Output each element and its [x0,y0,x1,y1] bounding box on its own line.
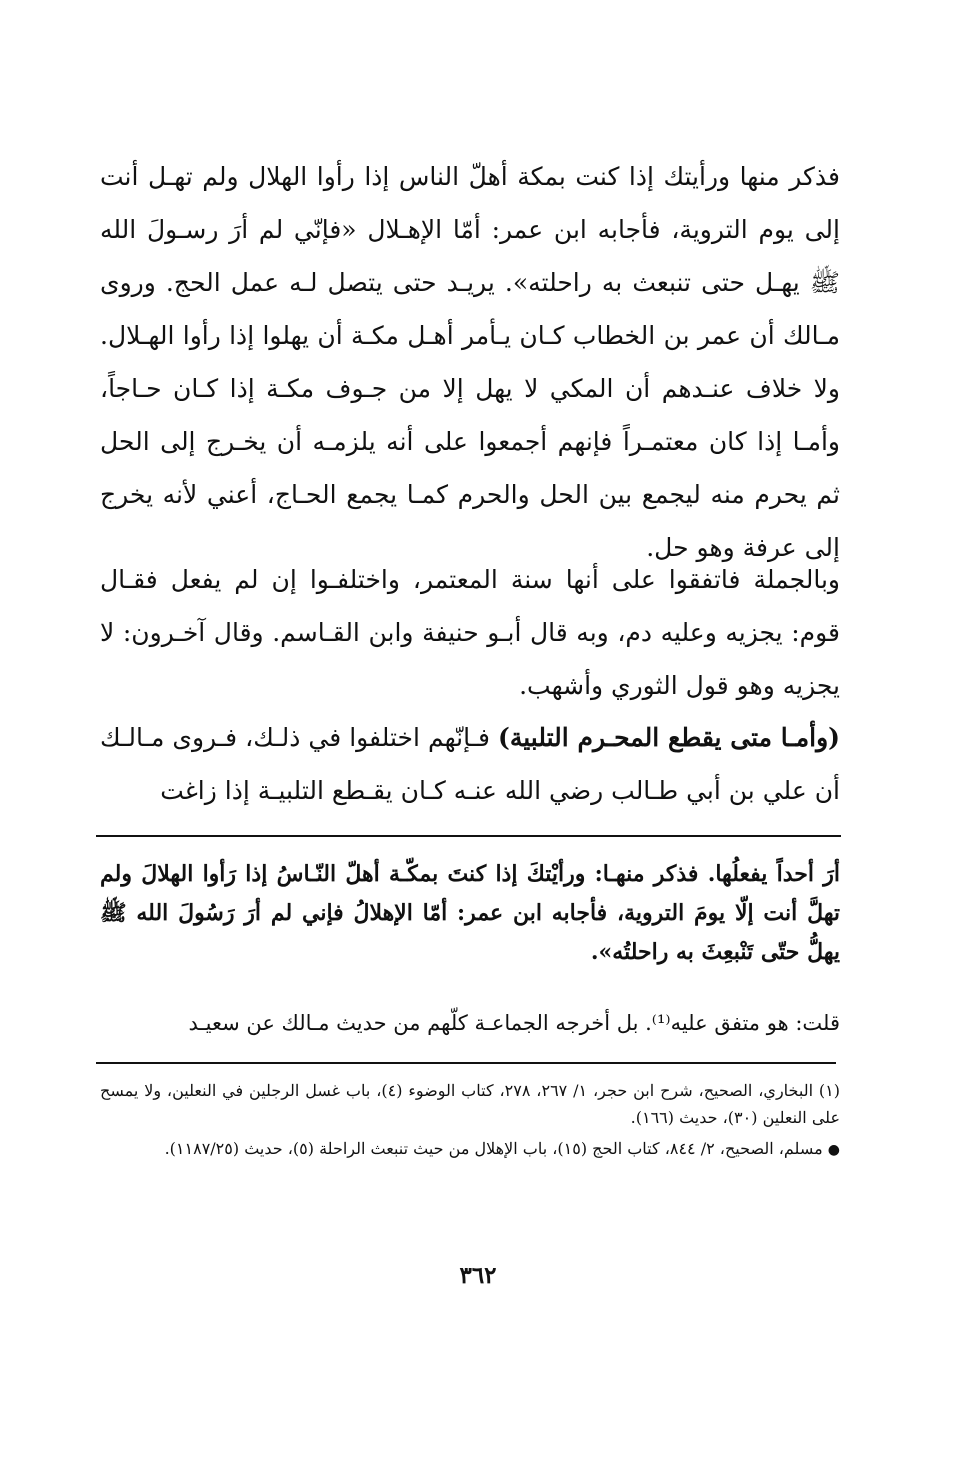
footnote-divider [96,1062,836,1064]
footnote-2-text: مسلم، الصحيح، ٢/ ٨٤٤، كتاب الحج (١٥)، باب الإهلال من حيث تنبعث الراحلة (٥)، حديث (١١٨٧/٢٥). [164,1139,828,1158]
main-divider [96,835,841,837]
bullet-icon: ● [827,1142,840,1158]
main-paragraph-2: وبالجملة فاتفقوا على أنها سنة المعتمر، واختلفـوا إن لم يفعل فقـال قوم: يجزيه وعليه دم، وبه قال أبـو حنيفة وابن القـاسم. وقال آخـرون: لا يجزيه وهو قول الثوري وأشهب. [100,565,840,700]
footnote-1: (١) البخاري، الصحيح، شرح ابن حجر، ١/ ٢٦٧، ٢٧٨، كتاب الوضوء (٤)، باب غسل الرجلين في النعلين، ولا يمسح على النعلين (٣٠)، حديث (١٦٦). [100,1081,841,1127]
section-text: فـإنّهم اختلفوا في ذلـك، فـروى مـالـك أن علي بن أبي طـالب رضي الله عنـه كـان يقـطع التلبيـة إذا زاغت [100,723,840,805]
main-paragraph-3 [100,711,840,817]
main-paragraph-1: فذكر منها ورأيتك إذا كنت بمكة أهلّ الناس إذا رأوا الهلال ولم تهـل أنت إلى يوم التروية، فأجابه ابن عمر: أمّا الإهـلال «فإنّي لم أرَ رسـولَ الله ﷺ يهـل حتى تنبعث به راحلته». يريـد حتى يتصل لـه عمل الحج. وروى مـالك أن عمر بن الخطاب كـان يـأمر أهـل مكـة أن يهلوا إذا رأوا الهـلال. ولا خلاف عنـدهم أن المكي لا يهل إلا من جـوف مكـة إذا كـان حـاجاً، وأمـا إذا كان معتمـراً فإنهم أجمعوا على أنه يلزمـه أن يخـرج إلى الحل ثم يحرم منه ليجمع بين الحل والحرم كمـا يجمع الحـاج، أعني لأنه يخرج إلى عرفة وهو حل. [100,162,840,562]
page-number: ٣٦٢ [459,1262,497,1289]
commentary-note: قلت: هو متفق عليه⁽¹⁾. بل أخرجه الجماعـة كلّهم من حديث مـالك عن سعيـد [188,1011,840,1035]
section-heading: (وأمـا متى يقطع المحـرم التلبية) [498,723,840,752]
footnote-2 [100,1135,840,1164]
footnotes [100,1077,840,1168]
commentary-paragraph: أرَ أحداً يفعلُها. فذكر منهـا: ورأيْتكَ إذا كنتَ بمكّـة أهلّ النّـاسُ إذا رَأوا الهلالَ ولم تهلَّ أنت إلّا يومَ التروية، فأجابه ابن عمر: أمّا الإهلالُ فإني لم أرَ رَسُولَ الله ﷺ يهلُّ حتّى تَنْبعِثَ به راحلتُه». [100,861,840,965]
